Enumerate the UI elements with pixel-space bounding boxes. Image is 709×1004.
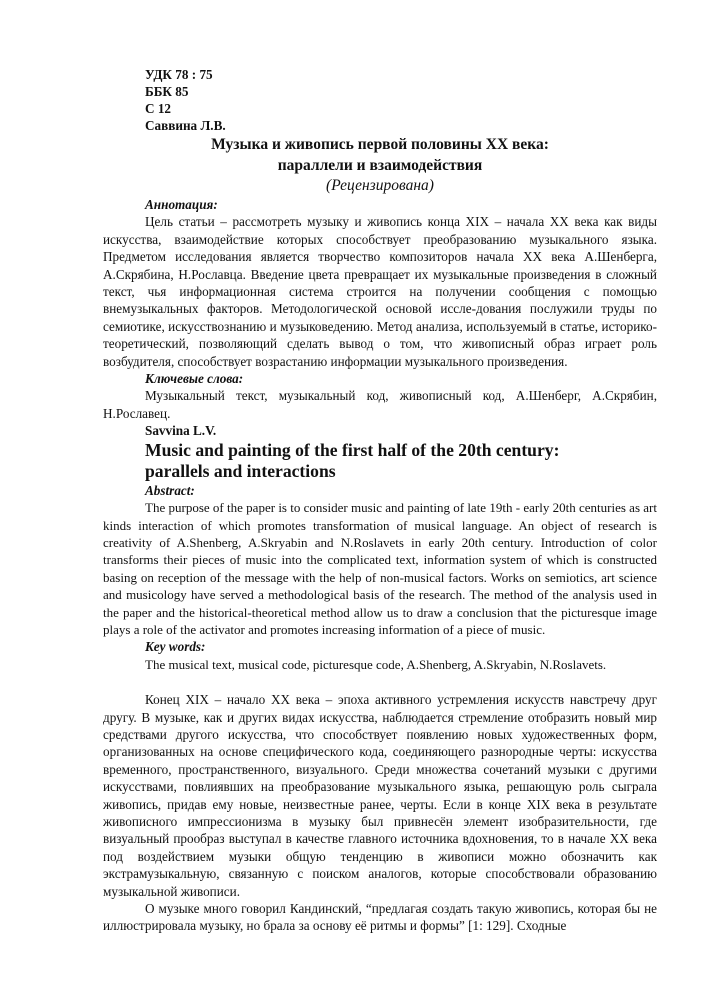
- review-note: (Рецензирована): [326, 177, 434, 194]
- keywords-ru-text: Музыкальный текст, музыкальный код, живописный код, А.Шенберг, А.Скрябин, Н.Рославец.: [103, 388, 657, 421]
- abstract-heading: Abstract:: [145, 482, 195, 498]
- title-en-line1: Music and painting of the first half of the 20th century:: [145, 439, 560, 460]
- body-paragraph-1: Конец XIX – начало XX века – эпоха активного устремления искусств навстречу друг другу. В музыке, как и других видах искусства, наблюдается стремление отобразить новый мир средствами другого искусства, что способствует появлению новых художественных форм, организованных на основе специфического кода, соединяющего разнородные черты: искусства временного, пространственного, визуального. Среди множества сочетаний музыки с другими искусствами, повлиявших на преобразование музыкального языка, решающую роль сыграла живопись, придав ему новые, неизвестные ранее, черты. Если в конце XIX века в результате живописного импрессионизма в музыку был привнесён элемент изобразительности, где визуальный прообраз выступал в качестве главного источника вдохновения, то в начале XX века под воздействием музыки общую тенденцию в живописи можно обозначить как экстрамузыкальную, связанную с поиском аналогов, которые способствовали образованию музыкальной живописи.: [103, 692, 657, 899]
- author-code: С 12: [145, 101, 172, 116]
- udk-code: УДК 78 : 75: [145, 67, 213, 82]
- annotation-text: Цель статьи – рассмотреть музыку и живопись конца XIX – начала XX века как виды искусства, взаимодействие которых способствует преобразованию музыкального языка. Предметом исследования является творчество композиторов начала XX века А.Шенберга, А.Скрябина, Н.Рославца. Введение цвета превращает их музыкальные произведения в сложный текст, чья информационная система строится на получении сообщения с помощью внемузыкальных факторов. Методологической основой иссле-дования послужили труды по семиотике, искусствознанию и музыковедению. Метод анализа, используемый в статье, историко-теоретический, позволяющий сделать вывод о том, что живописный образ играет роль возбудителя, способствует возрастанию информации музыкального произведения.: [103, 214, 657, 369]
- title-ru-line1: Музыка и живопись первой половины XX века:: [211, 136, 549, 153]
- annotation-heading: Аннотация:: [145, 197, 218, 212]
- abstract-text: The purpose of the paper is to consider music and painting of late 19th - early 20th centuries as art kinds interaction of which promotes transformation of musical language. An object of research is creativity of A.Shenberg, A.Skryabin and N.Roslavets in early 20th century. Introduction of color transforms their pieces of music into the complicated text, information system of which is constructed basing on reception of the message with the help of non-musical factors. Works on semiotics, art science and musicology have served a methodological basis of the research. The method of the analysis used in the paper and the historical-theoretical method allow us to draw a conclusion that the picturesque image plays a role of the activator and promotes increasing information of a piece of music.: [103, 500, 657, 637]
- section-spacer: [103, 673, 657, 691]
- author-name-en: Savvina L.V.: [145, 423, 217, 439]
- title-ru-line2: параллели и взаимодействия: [277, 157, 483, 174]
- bbk-code: ББК 85: [145, 84, 189, 99]
- keywords-ru-heading: Ключевые слова:: [145, 371, 244, 387]
- title-en-line2: parallels and interactions: [145, 460, 336, 481]
- keywords-en-heading: Key words:: [145, 639, 206, 655]
- keywords-en-text: The musical text, musical code, picturesque code, A.Shenberg, A.Skryabin, N.Roslavets.: [145, 656, 607, 672]
- body-paragraph-2: О музыке много говорил Кандинский, “предлагая создать такую живопись, которая бы не иллюстрировала музыку, но брала за основу её ритмы и формы” [1: 129]. Сходные: [103, 901, 657, 934]
- article-content: [103, 66, 657, 935]
- author-name-ru: Саввина Л.В.: [145, 118, 226, 133]
